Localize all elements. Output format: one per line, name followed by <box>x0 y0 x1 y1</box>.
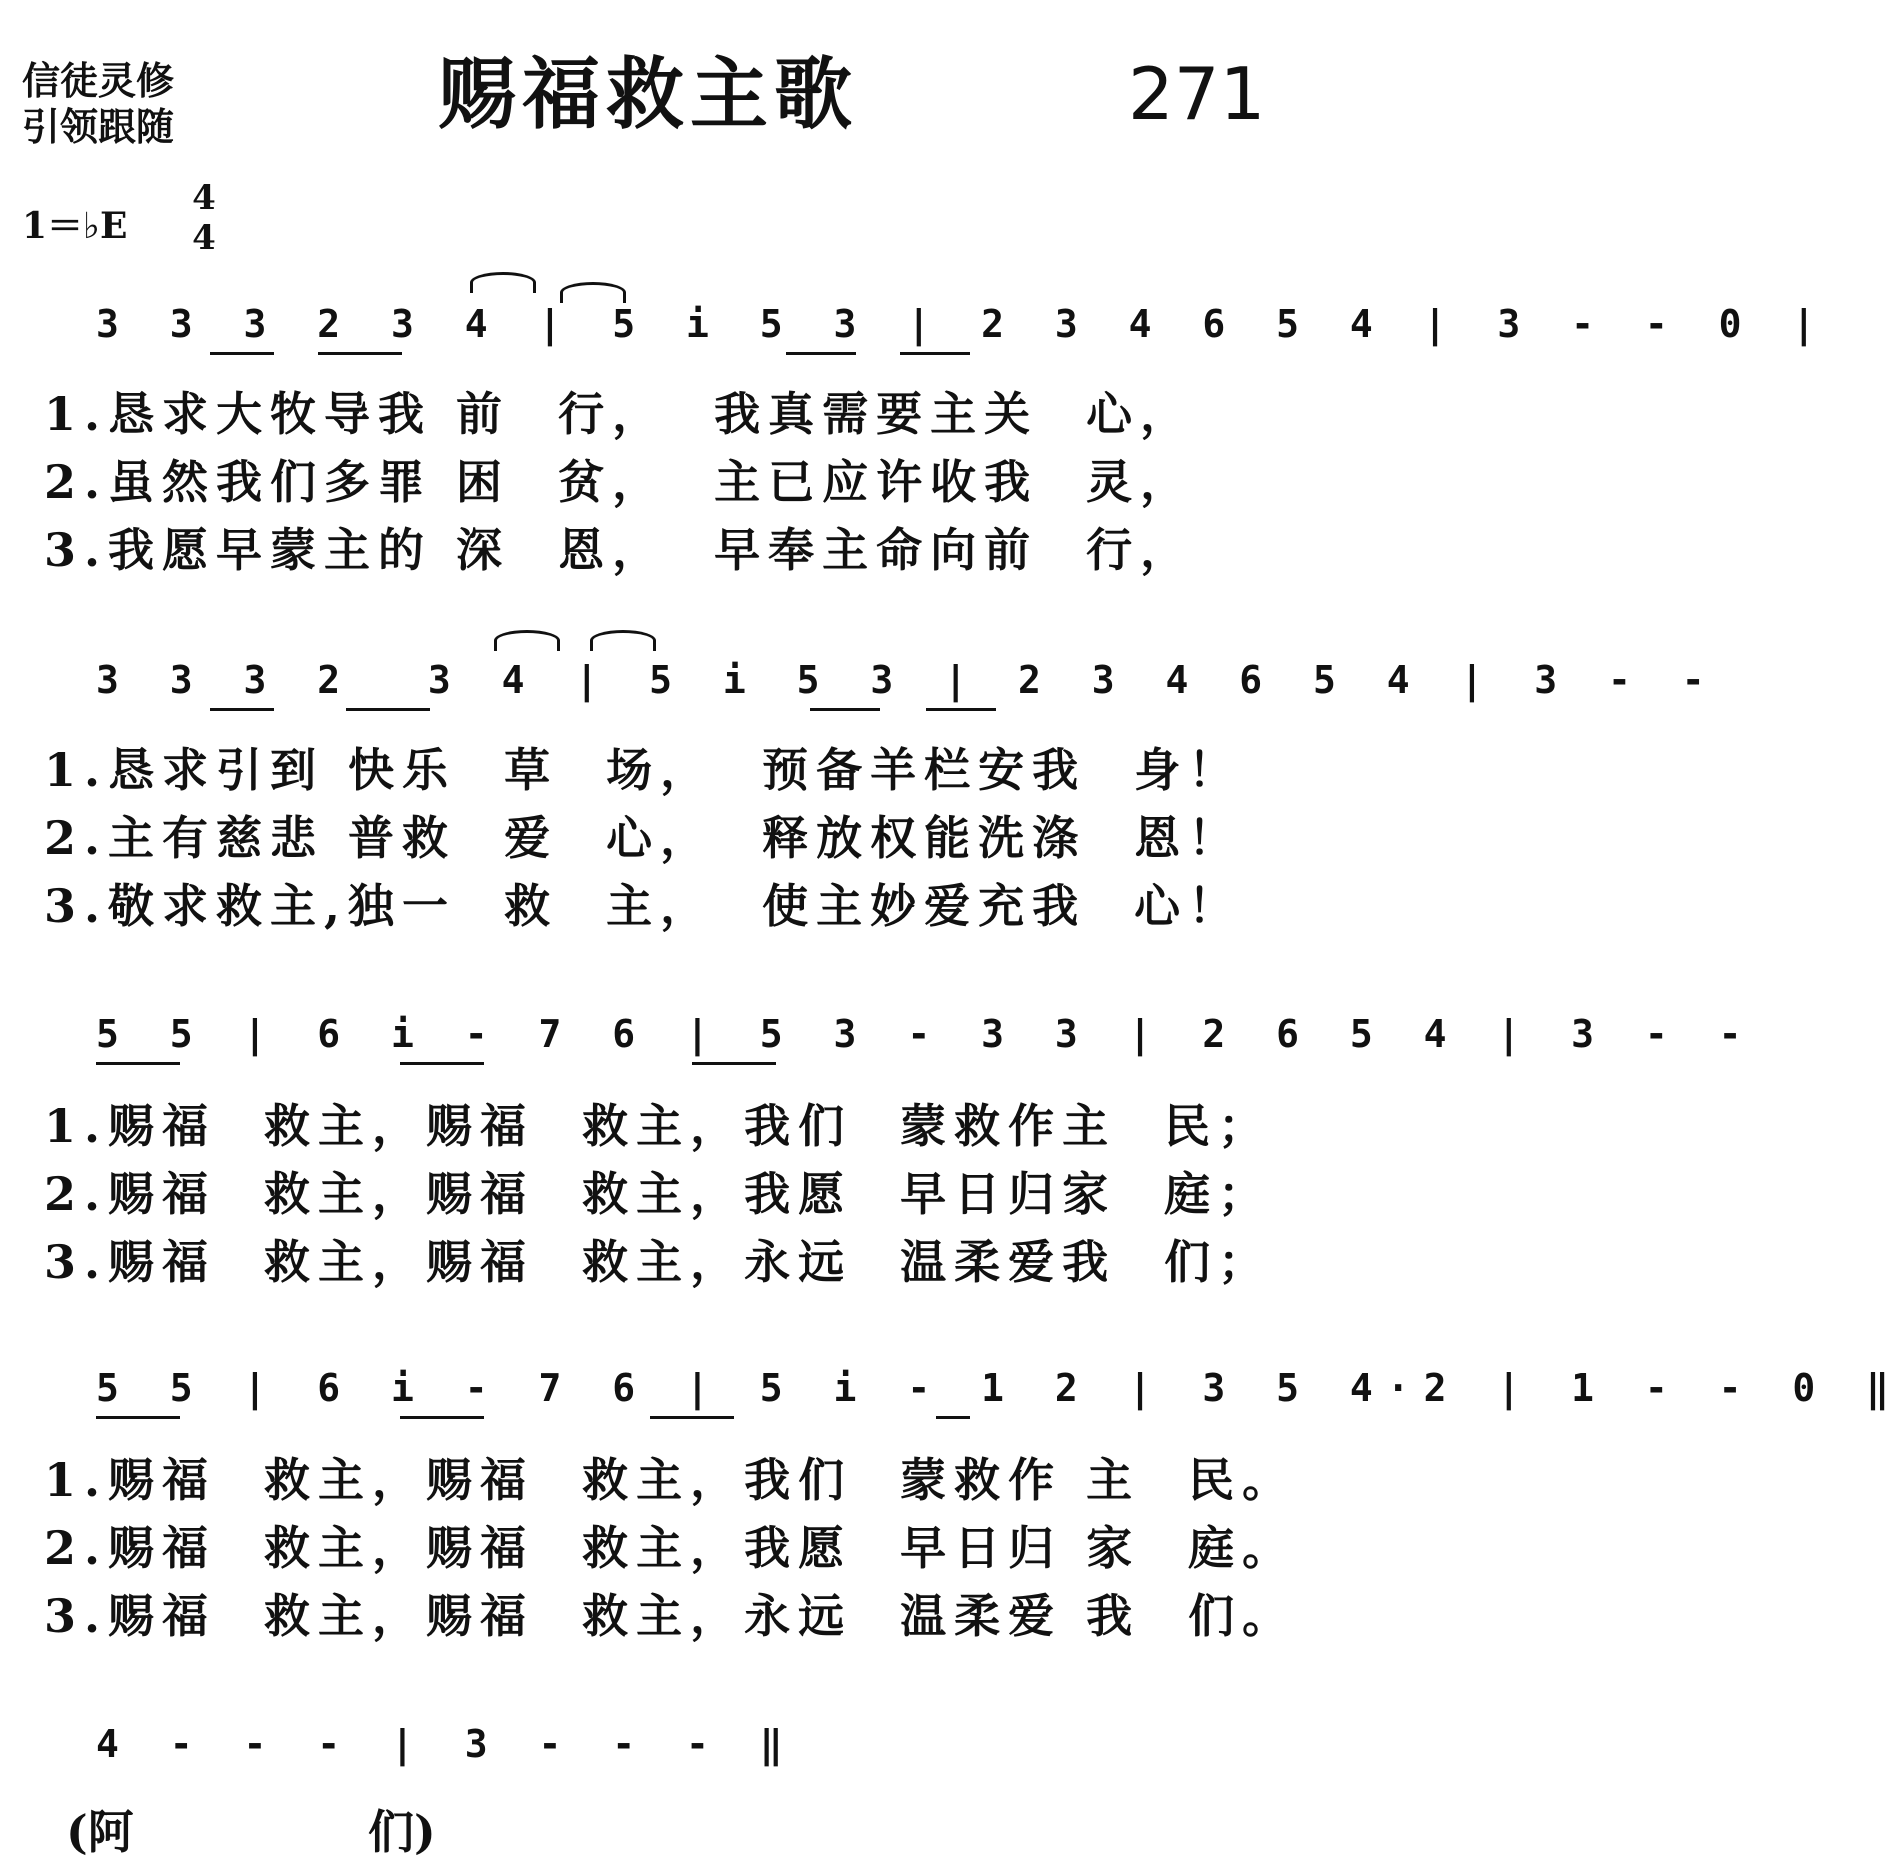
beam-underline <box>936 1416 970 1419</box>
beam-underline <box>900 352 970 355</box>
notation-line-5: 4 - - - | 3 - - - ‖ <box>96 1722 797 1766</box>
beam-underline <box>210 708 274 711</box>
category-line-2: 引领跟随 <box>22 104 175 149</box>
lyric-verse-3: 3.赐福 救主，赐福 救主，永远 温柔爱我 们； <box>44 1235 1273 1289</box>
hymn-title: 赐福救主歌 <box>438 49 859 140</box>
notation-line-4: 5 5 | 6 i - 7 6 | 5 i - 1 2 | 3 5 4·2 | 1 - - 0 ‖ <box>96 1366 1903 1410</box>
time-signature-bottom: 4 <box>192 218 216 258</box>
lyric-verse-3: 3.我愿早蒙主的 深 恩， 早奉主命向前 行， <box>44 523 1195 577</box>
beam-underline <box>926 708 996 711</box>
beam-underline <box>692 1062 776 1065</box>
lyric-verse-3: 3.赐福 救主，赐福 救主，永远 温柔爱 我 们。 <box>44 1589 1297 1643</box>
beam-underline <box>96 1416 180 1419</box>
beam-underline <box>650 1416 734 1419</box>
notation-line-2: 3 3 3 2 3 4 | 5 i 5 3 | 2 3 4 6 5 4 | 3 - - <box>96 658 1719 702</box>
beam-underline <box>400 1416 484 1419</box>
lyric-verse-2: 2.赐福 救主，赐福 救主，我愿 早日归 家 庭。 <box>44 1521 1297 1575</box>
notation-line-1: 3 3 3 2 3 4 | 5 i 5 3 | 2 3 4 6 5 4 | 3 - - 0 | <box>96 302 1830 346</box>
slur-mark <box>470 272 536 293</box>
beam-underline <box>400 1062 484 1065</box>
notation-line-3: 5 5 | 6 i - 7 6 | 5 3 - 3 3 | 2 6 5 4 | 3 - - <box>96 1012 1756 1056</box>
hymn-category <box>22 58 174 150</box>
beam-underline <box>318 352 402 355</box>
time-signature <box>184 178 224 258</box>
hymn-number: 271 <box>1128 52 1266 136</box>
lyric-verse-1: 1.恳求大牧导我 前 行， 我真需要主关 心， <box>44 387 1195 441</box>
beam-underline <box>96 1062 180 1065</box>
beam-underline <box>346 708 430 711</box>
key-signature: 1＝♭E <box>22 205 128 247</box>
amen-lyric-end: 们) <box>368 1805 436 1859</box>
time-signature-top: 4 <box>192 178 216 218</box>
beam-underline <box>786 352 856 355</box>
lyric-verse-2: 2.主有慈悲 普救 爱 心， 释放权能洗涤 恩！ <box>44 811 1243 865</box>
lyric-verse-2: 2.赐福 救主，赐福 救主，我愿 早日归家 庭； <box>44 1167 1273 1221</box>
beam-underline <box>210 352 274 355</box>
lyric-verse-1: 1.赐福 救主，赐福 救主，我们 蒙救作主 民； <box>44 1099 1273 1153</box>
category-line-1: 信徒灵修 <box>22 58 175 103</box>
lyric-verse-3: 3.敬求救主,独一 救 主， 使主妙爱充我 心！ <box>44 879 1243 933</box>
slur-mark <box>590 630 656 651</box>
beam-underline <box>810 708 880 711</box>
lyric-verse-1: 1.恳求引到 快乐 草 场， 预备羊栏安我 身！ <box>44 743 1243 797</box>
slur-mark <box>560 282 626 303</box>
lyric-verse-1: 1.赐福 救主，赐福 救主，我们 蒙救作 主 民。 <box>44 1453 1297 1507</box>
slur-mark <box>494 630 560 651</box>
amen-lyric-start: (阿 <box>66 1805 134 1859</box>
lyric-verse-2: 2.虽然我们多罪 困 贫， 主已应许收我 灵， <box>44 455 1195 509</box>
